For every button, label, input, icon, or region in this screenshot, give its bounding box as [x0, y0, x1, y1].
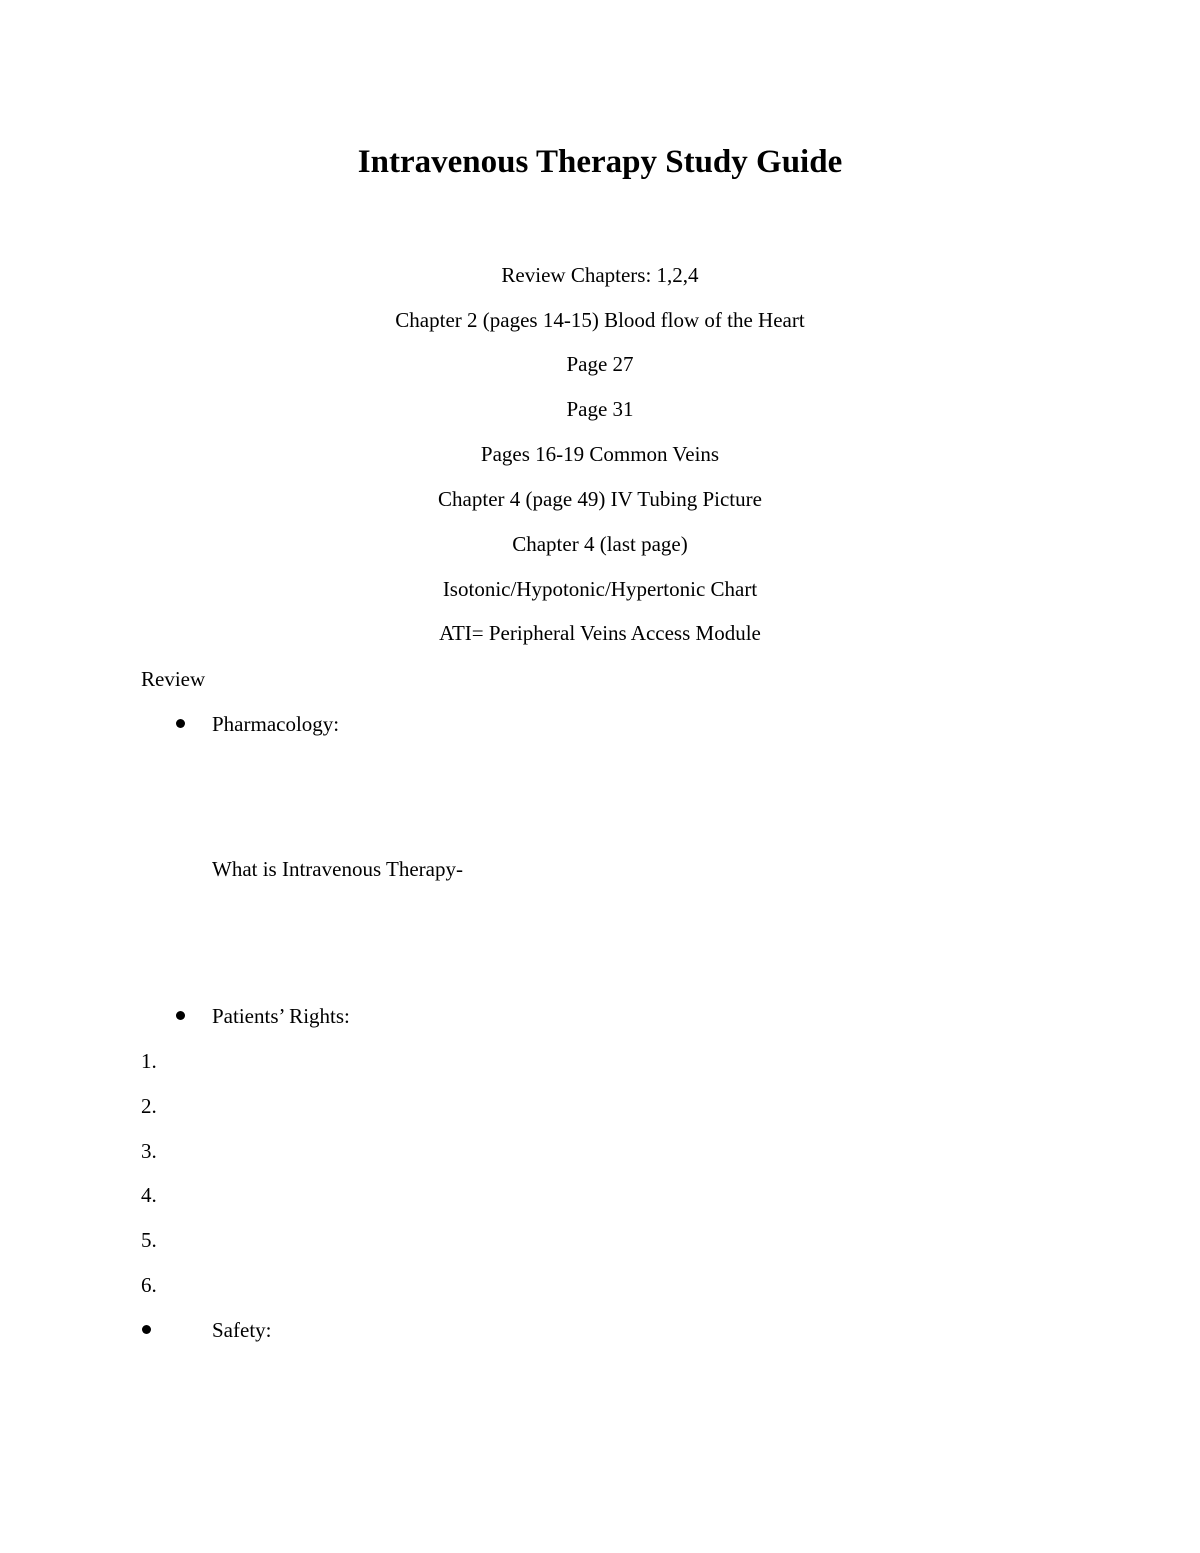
bullet-icon — [176, 1011, 185, 1020]
pharmacology-label: Pharmacology: — [212, 712, 340, 736]
numbered-item-1: 1. — [141, 1049, 157, 1073]
chapter-2-line: Chapter 2 (pages 14-15) Blood flow of the Heart — [395, 308, 805, 332]
safety-label: Safety: — [212, 1318, 272, 1342]
bullet-icon — [142, 1325, 151, 1334]
page-27-line: Page 27 — [566, 352, 634, 376]
ati-module-line: ATI= Peripheral Veins Access Module — [439, 621, 761, 645]
chapter-4-last-page-line: Chapter 4 (last page) — [512, 532, 688, 556]
bullet-icon — [176, 719, 185, 728]
review-chapters-line: Review Chapters: 1,2,4 — [501, 263, 699, 287]
numbered-item-6: 6. — [141, 1273, 157, 1297]
iv-question: What is Intravenous Therapy- — [212, 857, 463, 881]
numbered-item-3: 3. — [141, 1139, 157, 1163]
page-title: Intravenous Therapy Study Guide — [357, 144, 843, 180]
iv-tubing-line: Chapter 4 (page 49) IV Tubing Picture — [438, 487, 762, 511]
common-veins-line: Pages 16-19 Common Veins — [480, 442, 720, 466]
numbered-item-2: 2. — [141, 1094, 157, 1118]
page-31-line: Page 31 — [566, 397, 634, 421]
numbered-item-5: 5. — [141, 1228, 157, 1252]
tonicity-chart-line: Isotonic/Hypotonic/Hypertonic Chart — [442, 577, 758, 601]
numbered-item-4: 4. — [141, 1183, 157, 1207]
patients-rights-label: Patients’ Rights: — [212, 1004, 350, 1028]
review-heading: Review — [141, 667, 206, 691]
